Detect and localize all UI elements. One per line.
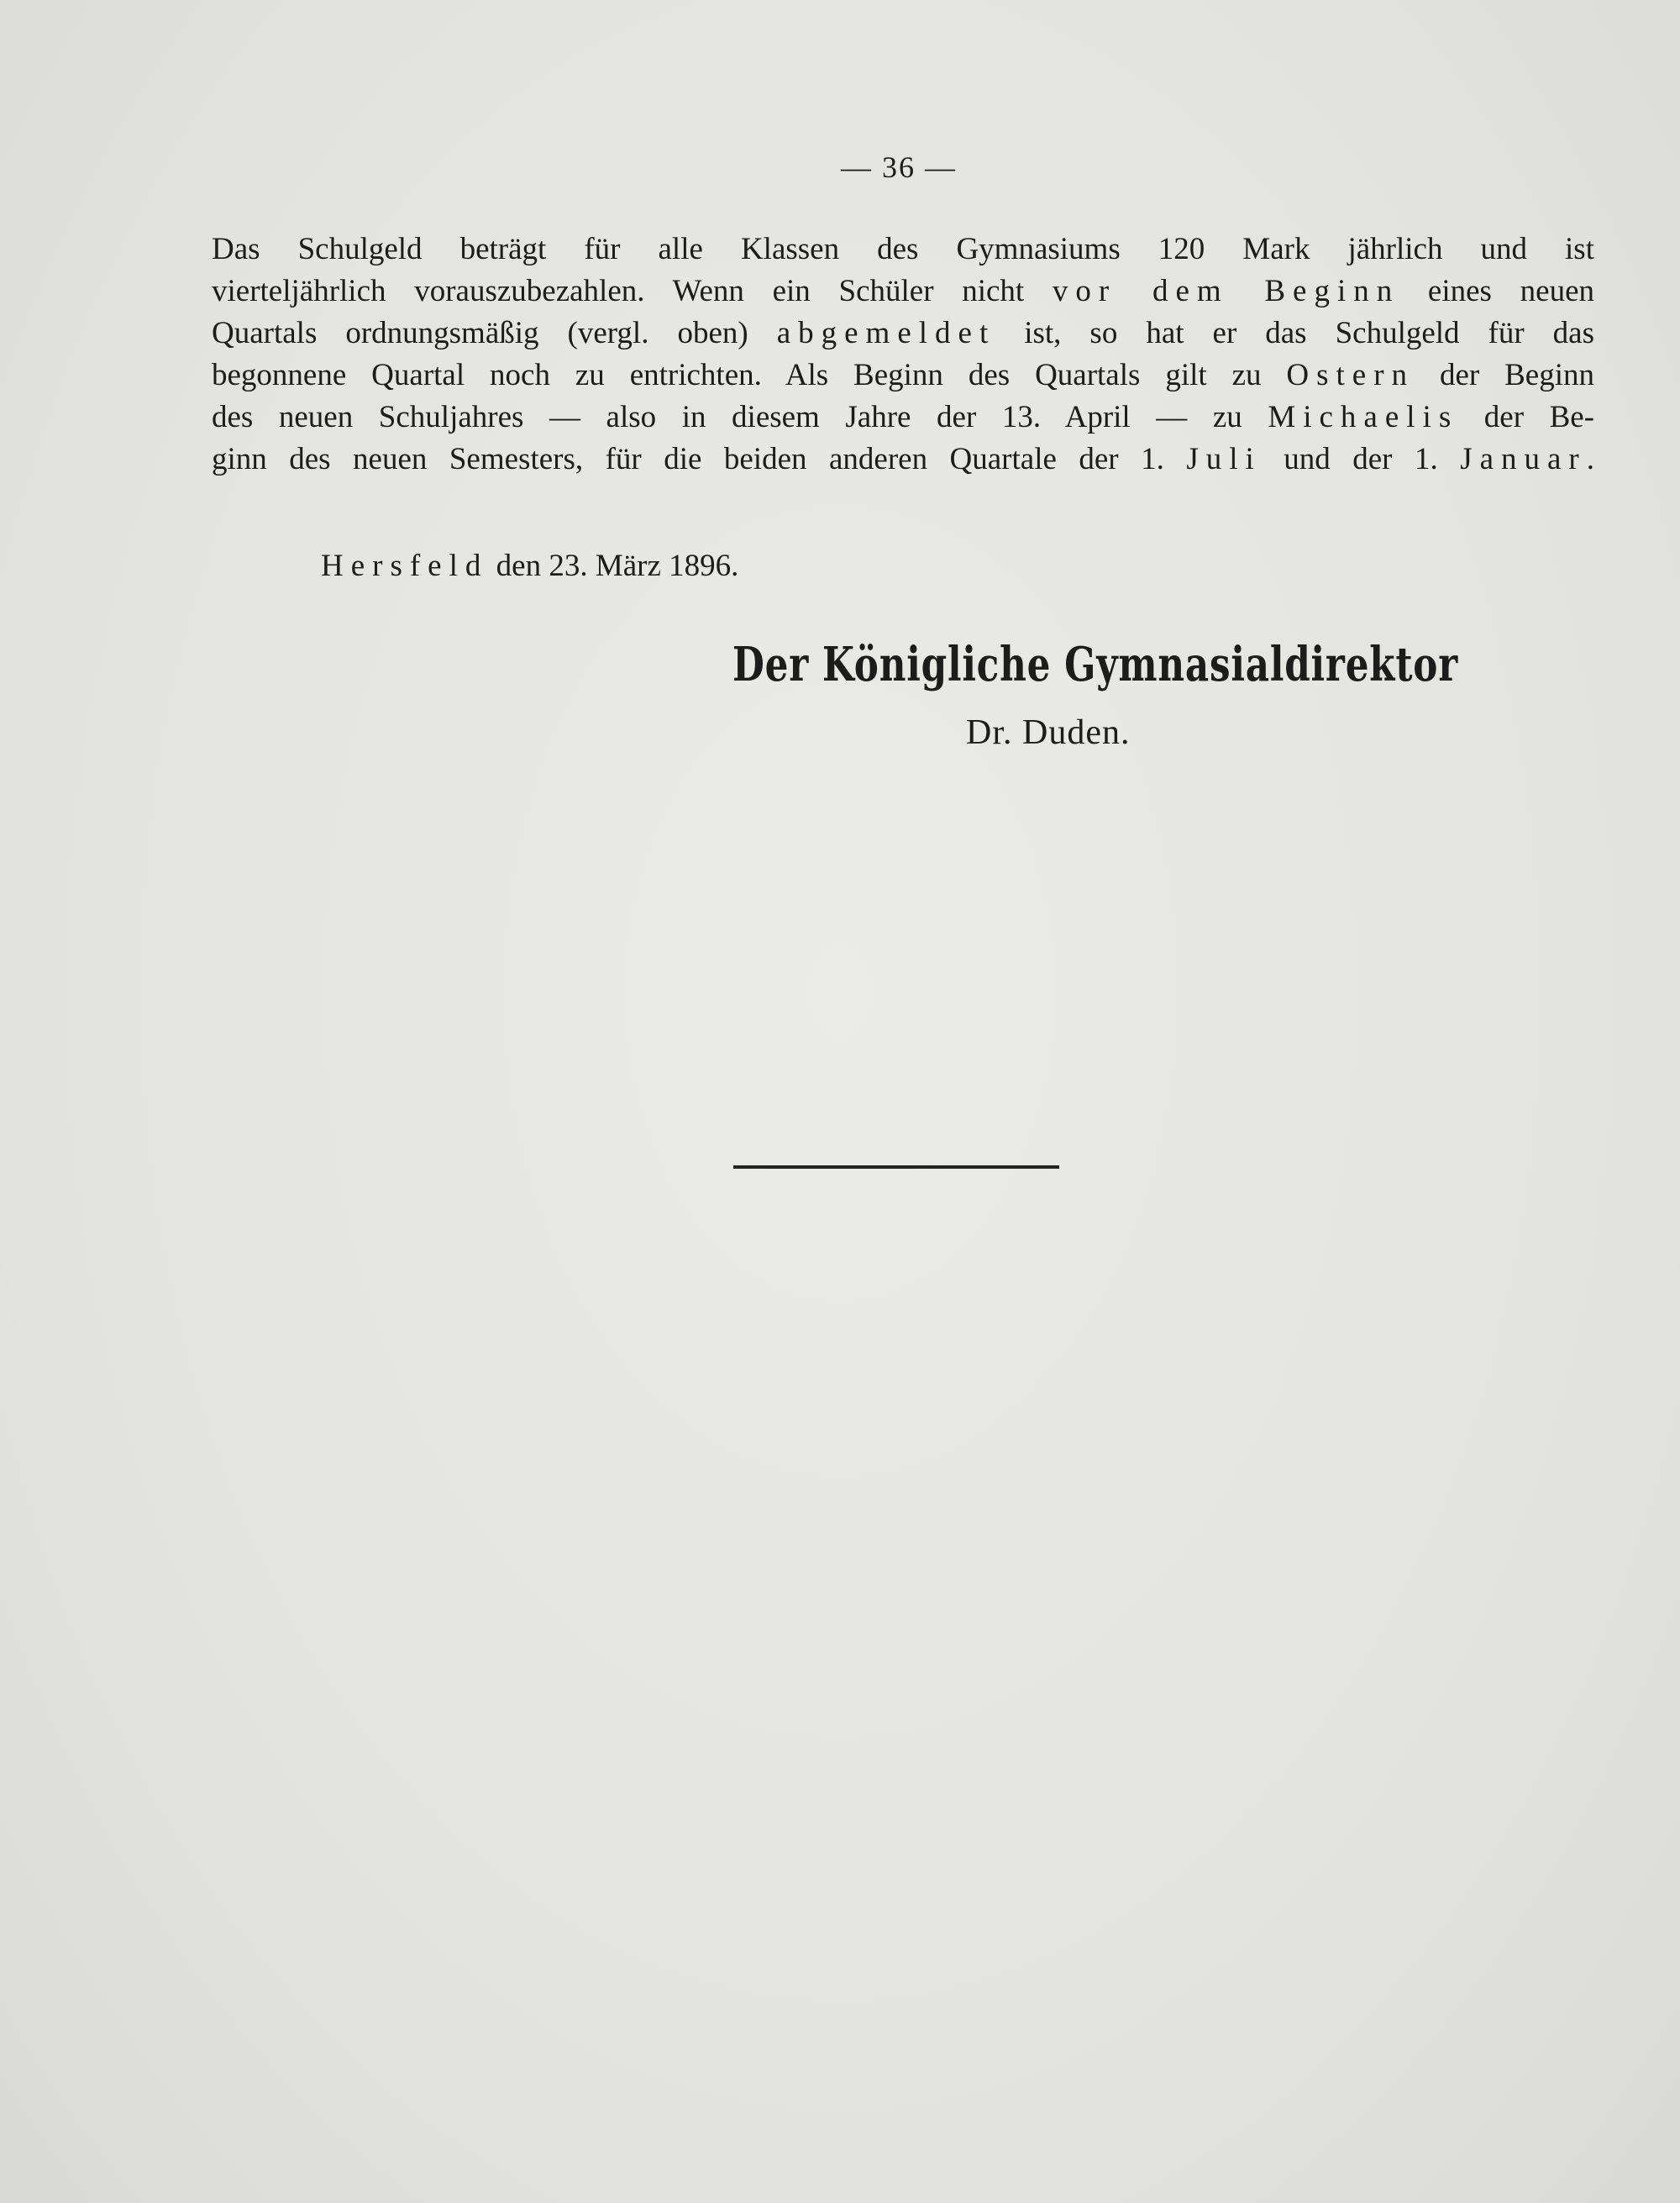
text-run: der Be- [1458,400,1595,434]
text-run: begonnene Quartal noch zu entrichten. Als Beginn des Quartals gilt zu [212,358,1287,392]
signature-title: Der Königliche Gymnasialdirektor [732,637,1458,692]
text-run: . [1586,442,1595,476]
page-number: — 36 — [841,150,957,184]
date-text: den 23. März 1896. [488,549,739,583]
spaced-emphasis: Januar [1460,442,1587,476]
text-run: ginn des neuen Semesters, für die beiden anderen Quartale der 1. [212,442,1187,476]
text-run: des neuen Schuljahres — also in diesem Jahre der 13. April — zu [212,400,1268,434]
paragraph-line [212,271,1594,313]
section-divider [733,1165,1059,1169]
paragraph-line [212,397,1594,439]
place-name: Hersfeld [321,549,489,583]
text-run: der Beginn [1415,358,1595,392]
spaced-emphasis: Juli [1186,442,1262,476]
text-run: Das Schulgeld beträgt für alle Klassen des Gymnasiums 120 Mark jährlich und ist [212,232,1594,266]
paragraph-line [212,313,1594,355]
spaced-emphasis: Michaelis [1268,400,1459,434]
paragraph-line [212,355,1594,397]
place-and-date [321,545,738,587]
text-run: vierteljährlich vorauszubezahlen. Wenn ein Schüler nicht [212,274,1053,308]
school-fee-paragraph [212,229,1594,481]
spaced-emphasis: Ostern [1286,358,1415,392]
spaced-emphasis: vor dem Beginn [1052,274,1400,308]
text-run: ist, so hat er das Schulgeld für das [995,316,1595,350]
paragraph-line [212,229,1594,271]
text-run: Quartals ordnungsmäßig (vergl. oben) [212,316,777,350]
text-run: und der 1. [1261,442,1461,476]
signature-name: Dr. Duden. [966,713,1131,752]
paragraph-line [212,439,1594,481]
text-run: eines neuen [1399,274,1595,308]
spaced-emphasis: abgemeldet [776,316,996,350]
